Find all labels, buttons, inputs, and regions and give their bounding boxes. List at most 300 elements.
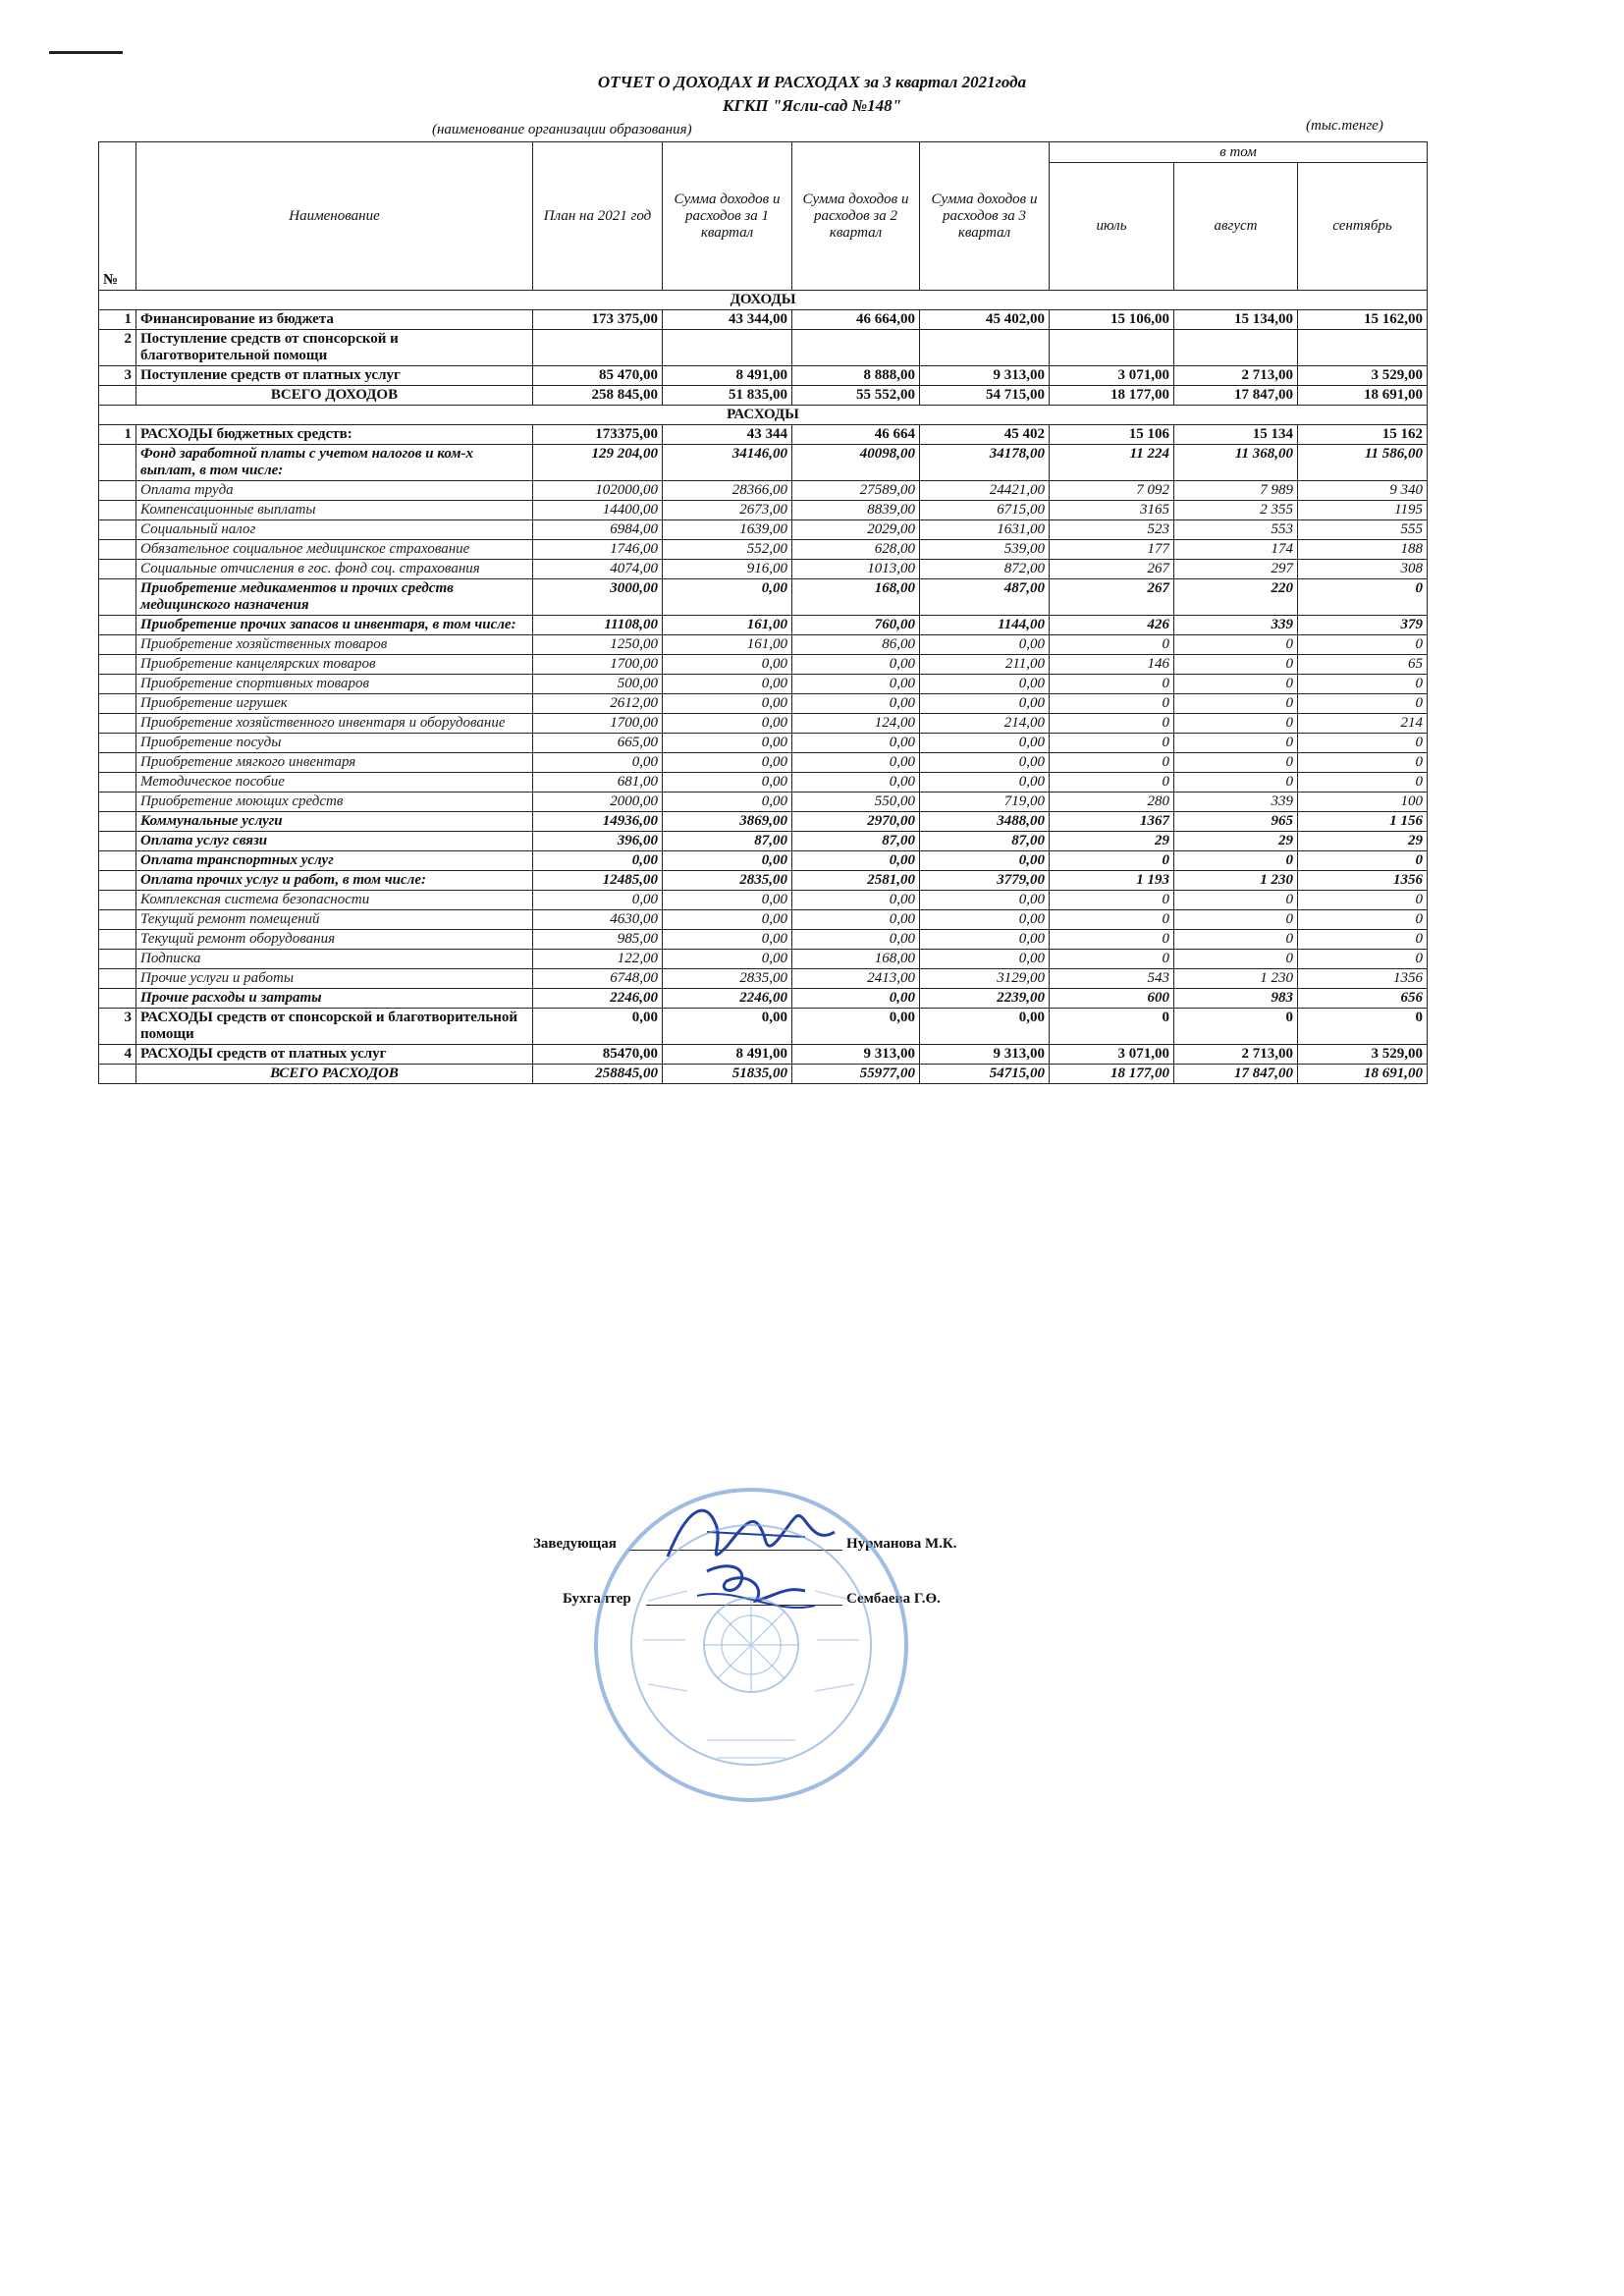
cell-q2: 0,00 (792, 851, 920, 871)
cell-m2: 0 (1174, 694, 1298, 714)
cell-q1 (663, 330, 792, 366)
cell-q3: 6715,00 (920, 501, 1050, 520)
cell-plan: 396,00 (533, 832, 663, 851)
table-row (99, 366, 1428, 386)
cell-q2: 0,00 (792, 891, 920, 910)
cell-plan: 12485,00 (533, 871, 663, 891)
cell-plan: 14936,00 (533, 812, 663, 832)
table-row (99, 1065, 1428, 1084)
cell-plan: 3000,00 (533, 579, 663, 616)
cell-q2: 27589,00 (792, 481, 920, 501)
cell-q3: 54 715,00 (920, 386, 1050, 406)
cell-q2: 1013,00 (792, 560, 920, 579)
row-number (99, 851, 136, 871)
row-name: Социальный налог (136, 520, 533, 540)
cell-q1: 0,00 (663, 694, 792, 714)
cell-q1: 0,00 (663, 793, 792, 812)
row-name: Приобретение моющих средств (136, 793, 533, 812)
cell-q2 (792, 330, 920, 366)
cell-q2: 9 313,00 (792, 1045, 920, 1065)
cell-m1: 600 (1050, 989, 1174, 1009)
accountant-label: Бухгалтер (563, 1591, 631, 1607)
cell-q3: 34178,00 (920, 445, 1050, 481)
cell-m2: 2 355 (1174, 501, 1298, 520)
row-number (99, 812, 136, 832)
cell-q1: 161,00 (663, 616, 792, 635)
cell-plan: 0,00 (533, 753, 663, 773)
cell-plan: 173 375,00 (533, 310, 663, 330)
cell-q3: 0,00 (920, 1009, 1050, 1045)
cell-q3: 1144,00 (920, 616, 1050, 635)
cell-m1: 11 224 (1050, 445, 1174, 481)
table-body (99, 310, 1428, 1084)
row-name: Финансирование из бюджета (136, 310, 533, 330)
cell-m3 (1298, 330, 1428, 366)
cell-m2: 2 713,00 (1174, 366, 1298, 386)
cell-plan: 6984,00 (533, 520, 663, 540)
table-row (99, 655, 1428, 675)
row-name: Приобретение медикаментов и прочих средств медицинского назначения (136, 579, 533, 616)
cell-m1: 0 (1050, 635, 1174, 655)
cell-m2: 1 230 (1174, 871, 1298, 891)
cell-q1: 2835,00 (663, 969, 792, 989)
row-name: Текущий ремонт оборудования (136, 930, 533, 950)
cell-q2: 0,00 (792, 773, 920, 793)
table-row (99, 773, 1428, 793)
cell-q2: 2970,00 (792, 812, 920, 832)
cell-m2: 15 134,00 (1174, 310, 1298, 330)
cell-q3: 24421,00 (920, 481, 1050, 501)
cell-q2: 2029,00 (792, 520, 920, 540)
cell-m2 (1174, 330, 1298, 366)
cell-m3: 1195 (1298, 501, 1428, 520)
cell-m2: 2 713,00 (1174, 1045, 1298, 1065)
col-plan: План на 2021 год (533, 142, 663, 291)
row-number (99, 1065, 136, 1084)
cell-m2: 339 (1174, 793, 1298, 812)
cell-q1: 0,00 (663, 930, 792, 950)
accountant-name: Сембаева Г.Ө. (846, 1591, 941, 1607)
cell-q3: 214,00 (920, 714, 1050, 734)
row-number: 2 (99, 330, 136, 366)
cell-q1: 0,00 (663, 950, 792, 969)
cell-m3: 308 (1298, 560, 1428, 579)
cell-q2: 87,00 (792, 832, 920, 851)
cell-q3: 0,00 (920, 950, 1050, 969)
cell-q1: 51835,00 (663, 1065, 792, 1084)
cell-q1: 34146,00 (663, 445, 792, 481)
cell-m3: 65 (1298, 655, 1428, 675)
table-row (99, 616, 1428, 635)
cell-q3: 872,00 (920, 560, 1050, 579)
cell-m3: 29 (1298, 832, 1428, 851)
table-row (99, 753, 1428, 773)
cell-q2: 40098,00 (792, 445, 920, 481)
cell-m1: 523 (1050, 520, 1174, 540)
cell-m1: 0 (1050, 950, 1174, 969)
row-number (99, 386, 136, 406)
cell-q1: 2835,00 (663, 871, 792, 891)
cell-q1: 2673,00 (663, 501, 792, 520)
col-q3: Сумма доходов и расходов за 3 квартал (920, 142, 1050, 291)
row-name: Приобретение канцелярских товаров (136, 655, 533, 675)
cell-m1: 280 (1050, 793, 1174, 812)
row-name: Оплата транспортных услуг (136, 851, 533, 871)
row-number (99, 501, 136, 520)
cell-q3: 9 313,00 (920, 1045, 1050, 1065)
cell-plan: 2246,00 (533, 989, 663, 1009)
cell-q3: 487,00 (920, 579, 1050, 616)
cell-q3: 719,00 (920, 793, 1050, 812)
cell-q1: 916,00 (663, 560, 792, 579)
cell-q3: 54715,00 (920, 1065, 1050, 1084)
cell-q1: 0,00 (663, 675, 792, 694)
org-note: (наименование организации образования) (432, 122, 692, 137)
cell-m3: 3 529,00 (1298, 1045, 1428, 1065)
cell-q1: 552,00 (663, 540, 792, 560)
cell-m3: 9 340 (1298, 481, 1428, 501)
cell-m3: 0 (1298, 891, 1428, 910)
cell-plan: 2612,00 (533, 694, 663, 714)
cell-m1: 7 092 (1050, 481, 1174, 501)
cell-q2: 0,00 (792, 675, 920, 694)
col-no: № (99, 142, 136, 291)
cell-q3: 0,00 (920, 635, 1050, 655)
cell-q2: 0,00 (792, 910, 920, 930)
row-number (99, 753, 136, 773)
cell-m3: 0 (1298, 930, 1428, 950)
cell-m3: 0 (1298, 1009, 1428, 1045)
cell-q1: 3869,00 (663, 812, 792, 832)
cell-m1: 3 071,00 (1050, 1045, 1174, 1065)
row-name: Поступление средств от спонсорской и благотворительной помощи (136, 330, 533, 366)
row-number: 4 (99, 1045, 136, 1065)
row-name: Приобретение хозяйственных товаров (136, 635, 533, 655)
col-q1: Сумма доходов и расходов за 1 квартал (663, 142, 792, 291)
cell-q2: 46 664 (792, 425, 920, 445)
cell-m3: 0 (1298, 753, 1428, 773)
table-row (99, 989, 1428, 1009)
cell-q1: 0,00 (663, 655, 792, 675)
cell-plan: 1250,00 (533, 635, 663, 655)
cell-m1: 0 (1050, 694, 1174, 714)
cell-plan: 173375,00 (533, 425, 663, 445)
cell-q1: 0,00 (663, 734, 792, 753)
table-row (99, 832, 1428, 851)
cell-m3: 0 (1298, 694, 1428, 714)
cell-q1: 8 491,00 (663, 1045, 792, 1065)
table-row (99, 540, 1428, 560)
table-row (99, 425, 1428, 445)
row-number (99, 579, 136, 616)
cell-q1: 8 491,00 (663, 366, 792, 386)
cell-m2: 7 989 (1174, 481, 1298, 501)
row-number (99, 655, 136, 675)
cell-m3: 1356 (1298, 969, 1428, 989)
cell-m2: 0 (1174, 910, 1298, 930)
row-number (99, 871, 136, 891)
cell-plan: 1700,00 (533, 714, 663, 734)
row-name: РАСХОДЫ средств от платных услуг (136, 1045, 533, 1065)
cell-m1: 0 (1050, 773, 1174, 793)
row-name: Приобретение мягкого инвентаря (136, 753, 533, 773)
cell-plan: 665,00 (533, 734, 663, 753)
cell-q2: 168,00 (792, 950, 920, 969)
row-number (99, 694, 136, 714)
cell-m2: 0 (1174, 655, 1298, 675)
table-row (99, 635, 1428, 655)
table-row (99, 445, 1428, 481)
cell-m3: 3 529,00 (1298, 366, 1428, 386)
cell-m1: 3165 (1050, 501, 1174, 520)
cell-m2: 29 (1174, 832, 1298, 851)
cell-m1: 0 (1050, 930, 1174, 950)
cell-q3: 3488,00 (920, 812, 1050, 832)
cell-q1: 0,00 (663, 891, 792, 910)
cell-q1: 2246,00 (663, 989, 792, 1009)
unit-note: (тыс.тенге) (1306, 118, 1383, 134)
table-row (99, 501, 1428, 520)
cell-q1: 43 344,00 (663, 310, 792, 330)
cell-m2: 553 (1174, 520, 1298, 540)
table-row (99, 714, 1428, 734)
row-name: Приобретение игрушек (136, 694, 533, 714)
cell-m2: 0 (1174, 1009, 1298, 1045)
cell-m1: 267 (1050, 560, 1174, 579)
cell-m2: 0 (1174, 773, 1298, 793)
cell-q1: 0,00 (663, 1009, 792, 1045)
cell-plan: 4630,00 (533, 910, 663, 930)
table-row (99, 793, 1428, 812)
cell-m1: 543 (1050, 969, 1174, 989)
cell-q2: 55 552,00 (792, 386, 920, 406)
cell-m2: 0 (1174, 635, 1298, 655)
cell-m3: 0 (1298, 910, 1428, 930)
cell-q1: 0,00 (663, 910, 792, 930)
cell-q3: 0,00 (920, 930, 1050, 950)
report-title (0, 71, 1624, 118)
cell-m3: 1356 (1298, 871, 1428, 891)
cell-q3: 3779,00 (920, 871, 1050, 891)
cell-m2: 0 (1174, 891, 1298, 910)
row-name: РАСХОДЫ бюджетных средств: (136, 425, 533, 445)
cell-m1: 0 (1050, 714, 1174, 734)
cell-m1: 15 106 (1050, 425, 1174, 445)
row-number (99, 714, 136, 734)
cell-q3: 211,00 (920, 655, 1050, 675)
row-name: Подписка (136, 950, 533, 969)
cell-plan: 258845,00 (533, 1065, 663, 1084)
cell-q2: 760,00 (792, 616, 920, 635)
table-row (99, 675, 1428, 694)
cell-m1: 0 (1050, 734, 1174, 753)
col-m1: июль (1050, 163, 1174, 291)
row-name: Оплата труда (136, 481, 533, 501)
cell-q3: 45 402 (920, 425, 1050, 445)
row-number (99, 793, 136, 812)
row-number (99, 773, 136, 793)
cell-m1: 18 177,00 (1050, 386, 1174, 406)
cell-m1: 426 (1050, 616, 1174, 635)
cell-q3: 0,00 (920, 675, 1050, 694)
table-row (99, 694, 1428, 714)
cell-m3: 0 (1298, 675, 1428, 694)
cell-q3: 87,00 (920, 832, 1050, 851)
row-number (99, 560, 136, 579)
cell-m1: 18 177,00 (1050, 1065, 1174, 1084)
cell-plan: 0,00 (533, 891, 663, 910)
cell-q3: 0,00 (920, 773, 1050, 793)
table-row (99, 891, 1428, 910)
cell-m1: 146 (1050, 655, 1174, 675)
cell-q1: 43 344 (663, 425, 792, 445)
cell-m1: 1 193 (1050, 871, 1174, 891)
cell-q1: 0,00 (663, 714, 792, 734)
cell-m1: 267 (1050, 579, 1174, 616)
cell-q3: 0,00 (920, 694, 1050, 714)
cell-m3: 100 (1298, 793, 1428, 812)
cell-q1: 87,00 (663, 832, 792, 851)
cell-q2: 0,00 (792, 930, 920, 950)
row-name: Приобретение спортивных товаров (136, 675, 533, 694)
cell-q2: 628,00 (792, 540, 920, 560)
cell-q2: 46 664,00 (792, 310, 920, 330)
row-number (99, 616, 136, 635)
row-name: Текущий ремонт помещений (136, 910, 533, 930)
cell-q3: 3129,00 (920, 969, 1050, 989)
cell-plan: 14400,00 (533, 501, 663, 520)
head-label: Заведующая (533, 1536, 617, 1552)
cell-q2: 2581,00 (792, 871, 920, 891)
cell-m3: 0 (1298, 635, 1428, 655)
cell-m3: 18 691,00 (1298, 1065, 1428, 1084)
cell-q1: 0,00 (663, 579, 792, 616)
table-row (99, 520, 1428, 540)
cell-m2: 297 (1174, 560, 1298, 579)
cell-m1: 3 071,00 (1050, 366, 1174, 386)
cell-q1: 0,00 (663, 753, 792, 773)
row-name: Комплексная система безопасности (136, 891, 533, 910)
cell-q3: 9 313,00 (920, 366, 1050, 386)
cell-q1: 0,00 (663, 851, 792, 871)
cell-m3: 1 156 (1298, 812, 1428, 832)
cell-q3: 2239,00 (920, 989, 1050, 1009)
cell-m2: 17 847,00 (1174, 1065, 1298, 1084)
cell-m1: 0 (1050, 1009, 1174, 1045)
cell-q2: 124,00 (792, 714, 920, 734)
cell-m3: 0 (1298, 773, 1428, 793)
row-name: Методическое пособие (136, 773, 533, 793)
table-row (99, 310, 1428, 330)
cell-plan: 85470,00 (533, 1045, 663, 1065)
row-name: Приобретение прочих запасов и инвентаря, в том числе: (136, 616, 533, 635)
cell-q2: 0,00 (792, 734, 920, 753)
cell-m1: 0 (1050, 910, 1174, 930)
cell-m2: 174 (1174, 540, 1298, 560)
row-name: Оплата услуг связи (136, 832, 533, 851)
cell-m3: 379 (1298, 616, 1428, 635)
cell-plan: 0,00 (533, 851, 663, 871)
header-row-1 (99, 142, 1428, 163)
row-name: Прочие услуги и работы (136, 969, 533, 989)
row-name: ВСЕГО РАСХОДОВ (136, 1065, 533, 1084)
row-number: 1 (99, 425, 136, 445)
col-q2: Сумма доходов и расходов за 2 квартал (792, 142, 920, 291)
cell-m3: 0 (1298, 950, 1428, 969)
cell-m2: 983 (1174, 989, 1298, 1009)
row-name: Прочие расходы и затраты (136, 989, 533, 1009)
row-number (99, 969, 136, 989)
row-name: Оплата прочих услуг и работ, в том числе: (136, 871, 533, 891)
table-row (99, 560, 1428, 579)
col-m3: сентябрь (1298, 163, 1428, 291)
title-line-1: ОТЧЕТ О ДОХОДАХ И РАСХОДАХ за 3 квартал 2021года (597, 73, 1027, 91)
cell-m2: 339 (1174, 616, 1298, 635)
cell-q3: 1631,00 (920, 520, 1050, 540)
cell-q2: 86,00 (792, 635, 920, 655)
row-number (99, 910, 136, 930)
cell-q3: 0,00 (920, 910, 1050, 930)
cell-q3: 0,00 (920, 734, 1050, 753)
cell-plan: 985,00 (533, 930, 663, 950)
row-number (99, 930, 136, 950)
table-row (99, 871, 1428, 891)
table-row (99, 851, 1428, 871)
cell-m1: 0 (1050, 675, 1174, 694)
cell-q3: 0,00 (920, 891, 1050, 910)
table-row (99, 930, 1428, 950)
cell-m1: 1367 (1050, 812, 1174, 832)
cell-q3: 0,00 (920, 851, 1050, 871)
row-name: Обязательное социальное медицинское страхование (136, 540, 533, 560)
cell-m2: 0 (1174, 753, 1298, 773)
report-table (98, 141, 1428, 1084)
cell-q2: 550,00 (792, 793, 920, 812)
row-name: ВСЕГО ДОХОДОВ (136, 386, 533, 406)
table-row (99, 910, 1428, 930)
cell-m1: 0 (1050, 851, 1174, 871)
cell-m2: 1 230 (1174, 969, 1298, 989)
table-row (99, 812, 1428, 832)
cell-m1: 0 (1050, 753, 1174, 773)
cell-plan: 1746,00 (533, 540, 663, 560)
col-group: в том (1050, 142, 1428, 163)
cell-m2: 11 368,00 (1174, 445, 1298, 481)
table-row (99, 1009, 1428, 1045)
cell-plan: 85 470,00 (533, 366, 663, 386)
cell-q1: 51 835,00 (663, 386, 792, 406)
cell-m2: 0 (1174, 734, 1298, 753)
cell-q2: 8839,00 (792, 501, 920, 520)
table-row (99, 950, 1428, 969)
row-number (99, 891, 136, 910)
cell-q1: 28366,00 (663, 481, 792, 501)
row-name: Приобретение посуды (136, 734, 533, 753)
cell-q2: 0,00 (792, 753, 920, 773)
cell-m3: 0 (1298, 579, 1428, 616)
cell-plan: 129 204,00 (533, 445, 663, 481)
cell-q2: 8 888,00 (792, 366, 920, 386)
cell-q2: 0,00 (792, 655, 920, 675)
cell-m1: 177 (1050, 540, 1174, 560)
cell-m2: 0 (1174, 714, 1298, 734)
cell-q1: 0,00 (663, 773, 792, 793)
section-income: ДОХОДЫ (99, 291, 1428, 310)
table-row (99, 579, 1428, 616)
cell-m2: 0 (1174, 675, 1298, 694)
cell-m1 (1050, 330, 1174, 366)
row-number: 1 (99, 310, 136, 330)
